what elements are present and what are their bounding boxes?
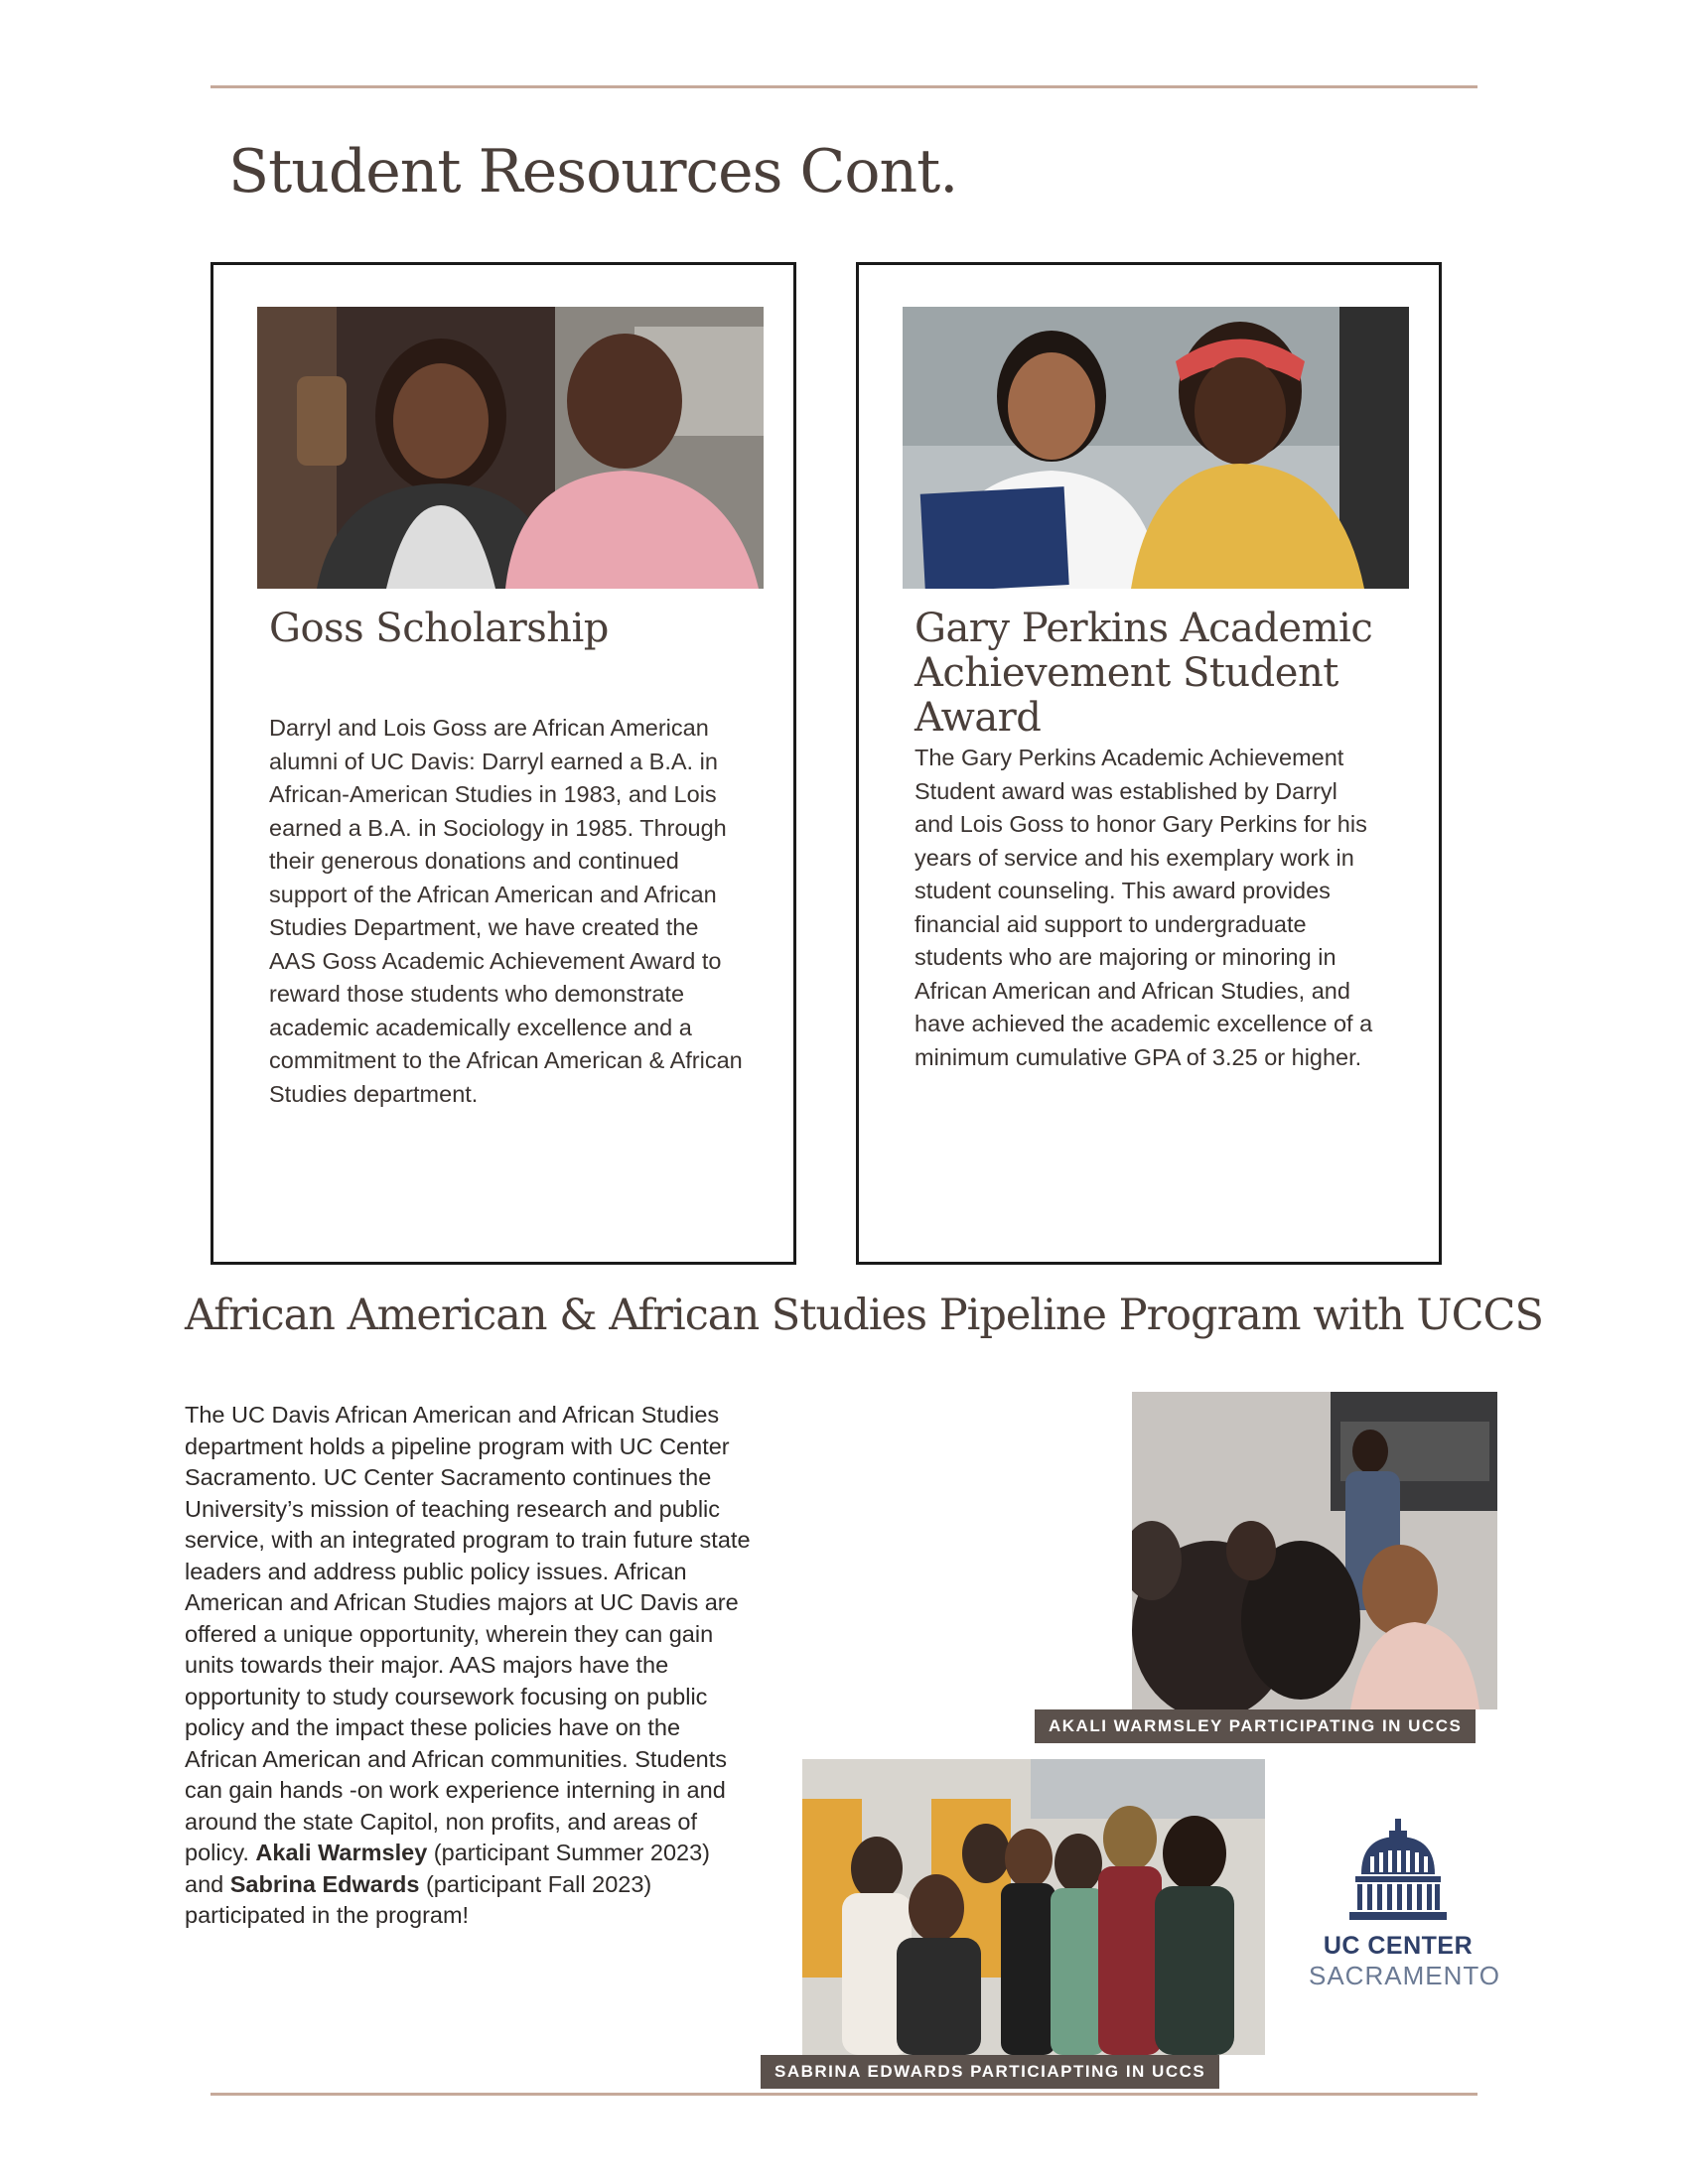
pipeline-description (185, 1400, 751, 1932)
pipeline-body-text: The UC Davis African American and African Studies department holds a pipeline program with UC Center Sacramento. UC Center Sacramento continues the University’s mission of teaching research and public service, with an integrated program to train future state leaders and address public policy issues. African American and African Studies majors at UC Davis are offered a unique opportunity, wherein they can gain units towards their major. AAS majors have the opportunity to study coursework focusing on public policy and the impact these policies have on the African American and African communities. Students can gain hands -on work experience interning in and around the state Capitol, non profits, and areas of policy. (185, 1402, 751, 1865)
sabrina-photo-caption: SABRINA EDWARDS PARTICIAPTING IN UCCS (761, 2055, 1219, 2089)
pipeline-section-title: African American & African Studies Pipeline Program with UCCS (185, 1291, 1543, 1340)
participant-note-akali: (participant Summer 2023) and (185, 1840, 710, 1897)
gary-perkins-title-line2: Achievement Student Award (914, 650, 1338, 741)
participant-name-sabrina: Sabrina Edwards (229, 1870, 420, 1897)
participant-name-akali: Akali Warmsley (255, 1840, 428, 1865)
goss-scholarship-body: Darryl and Lois Goss are African American alumni of UC Davis: Darryl earned a B.A. in African-American Studies in 1983, and Lois earned a B.A. in Sociology in 1985. Through their generous donations and continued support of the African American and African Studies Department, we have created the AAS Goss Academic Achievement Award to reward those students who demonstrate academic academically excellence and a commitment to the African American & African Studies department. (269, 715, 743, 1107)
bottom-rule (211, 2093, 1477, 2096)
gary-perkins-award-body: The Gary Perkins Academic Achievement Student award was established by Darryl and Lois Goss to honor Gary Perkins for his years of service and his exemplary work in student counseling. This award provides financial aid support to undergraduate students who are majoring or minoring in African American and African Studies, and have achieved the academic excellence of a minimum cumulative GPA of 3.25 or higher. (914, 745, 1373, 1070)
capitol-dome-icon (1343, 1819, 1453, 1926)
gary-perkins-award-card (856, 262, 1442, 1265)
perkins-award-photo (903, 307, 1409, 589)
goss-scholarship-title: Goss Scholarship (269, 606, 609, 651)
page-title: Student Resources Cont. (228, 137, 958, 206)
akali-uccs-photo (1132, 1392, 1497, 1709)
participant-note-sabrina: (participant Fall 2023) participated in the program! (185, 1870, 652, 1928)
akali-photo-caption: AKALI WARMSLEY PARTICIPATING IN UCCS (1035, 1709, 1476, 1743)
gary-perkins-award-title (914, 607, 1439, 741)
uc-center-sacramento-logo (1309, 1819, 1500, 2007)
sabrina-uccs-photo (802, 1759, 1265, 2055)
logo-line-sacramento: SACRAMENTO (1309, 1961, 1500, 1990)
goss-scholarship-card (211, 262, 796, 1265)
top-rule (211, 85, 1477, 88)
gary-perkins-title-line1: Gary Perkins Academic (914, 606, 1373, 651)
goss-couple-photo (257, 307, 764, 589)
logo-line-uc-center: UC CENTER (1323, 1932, 1474, 1960)
